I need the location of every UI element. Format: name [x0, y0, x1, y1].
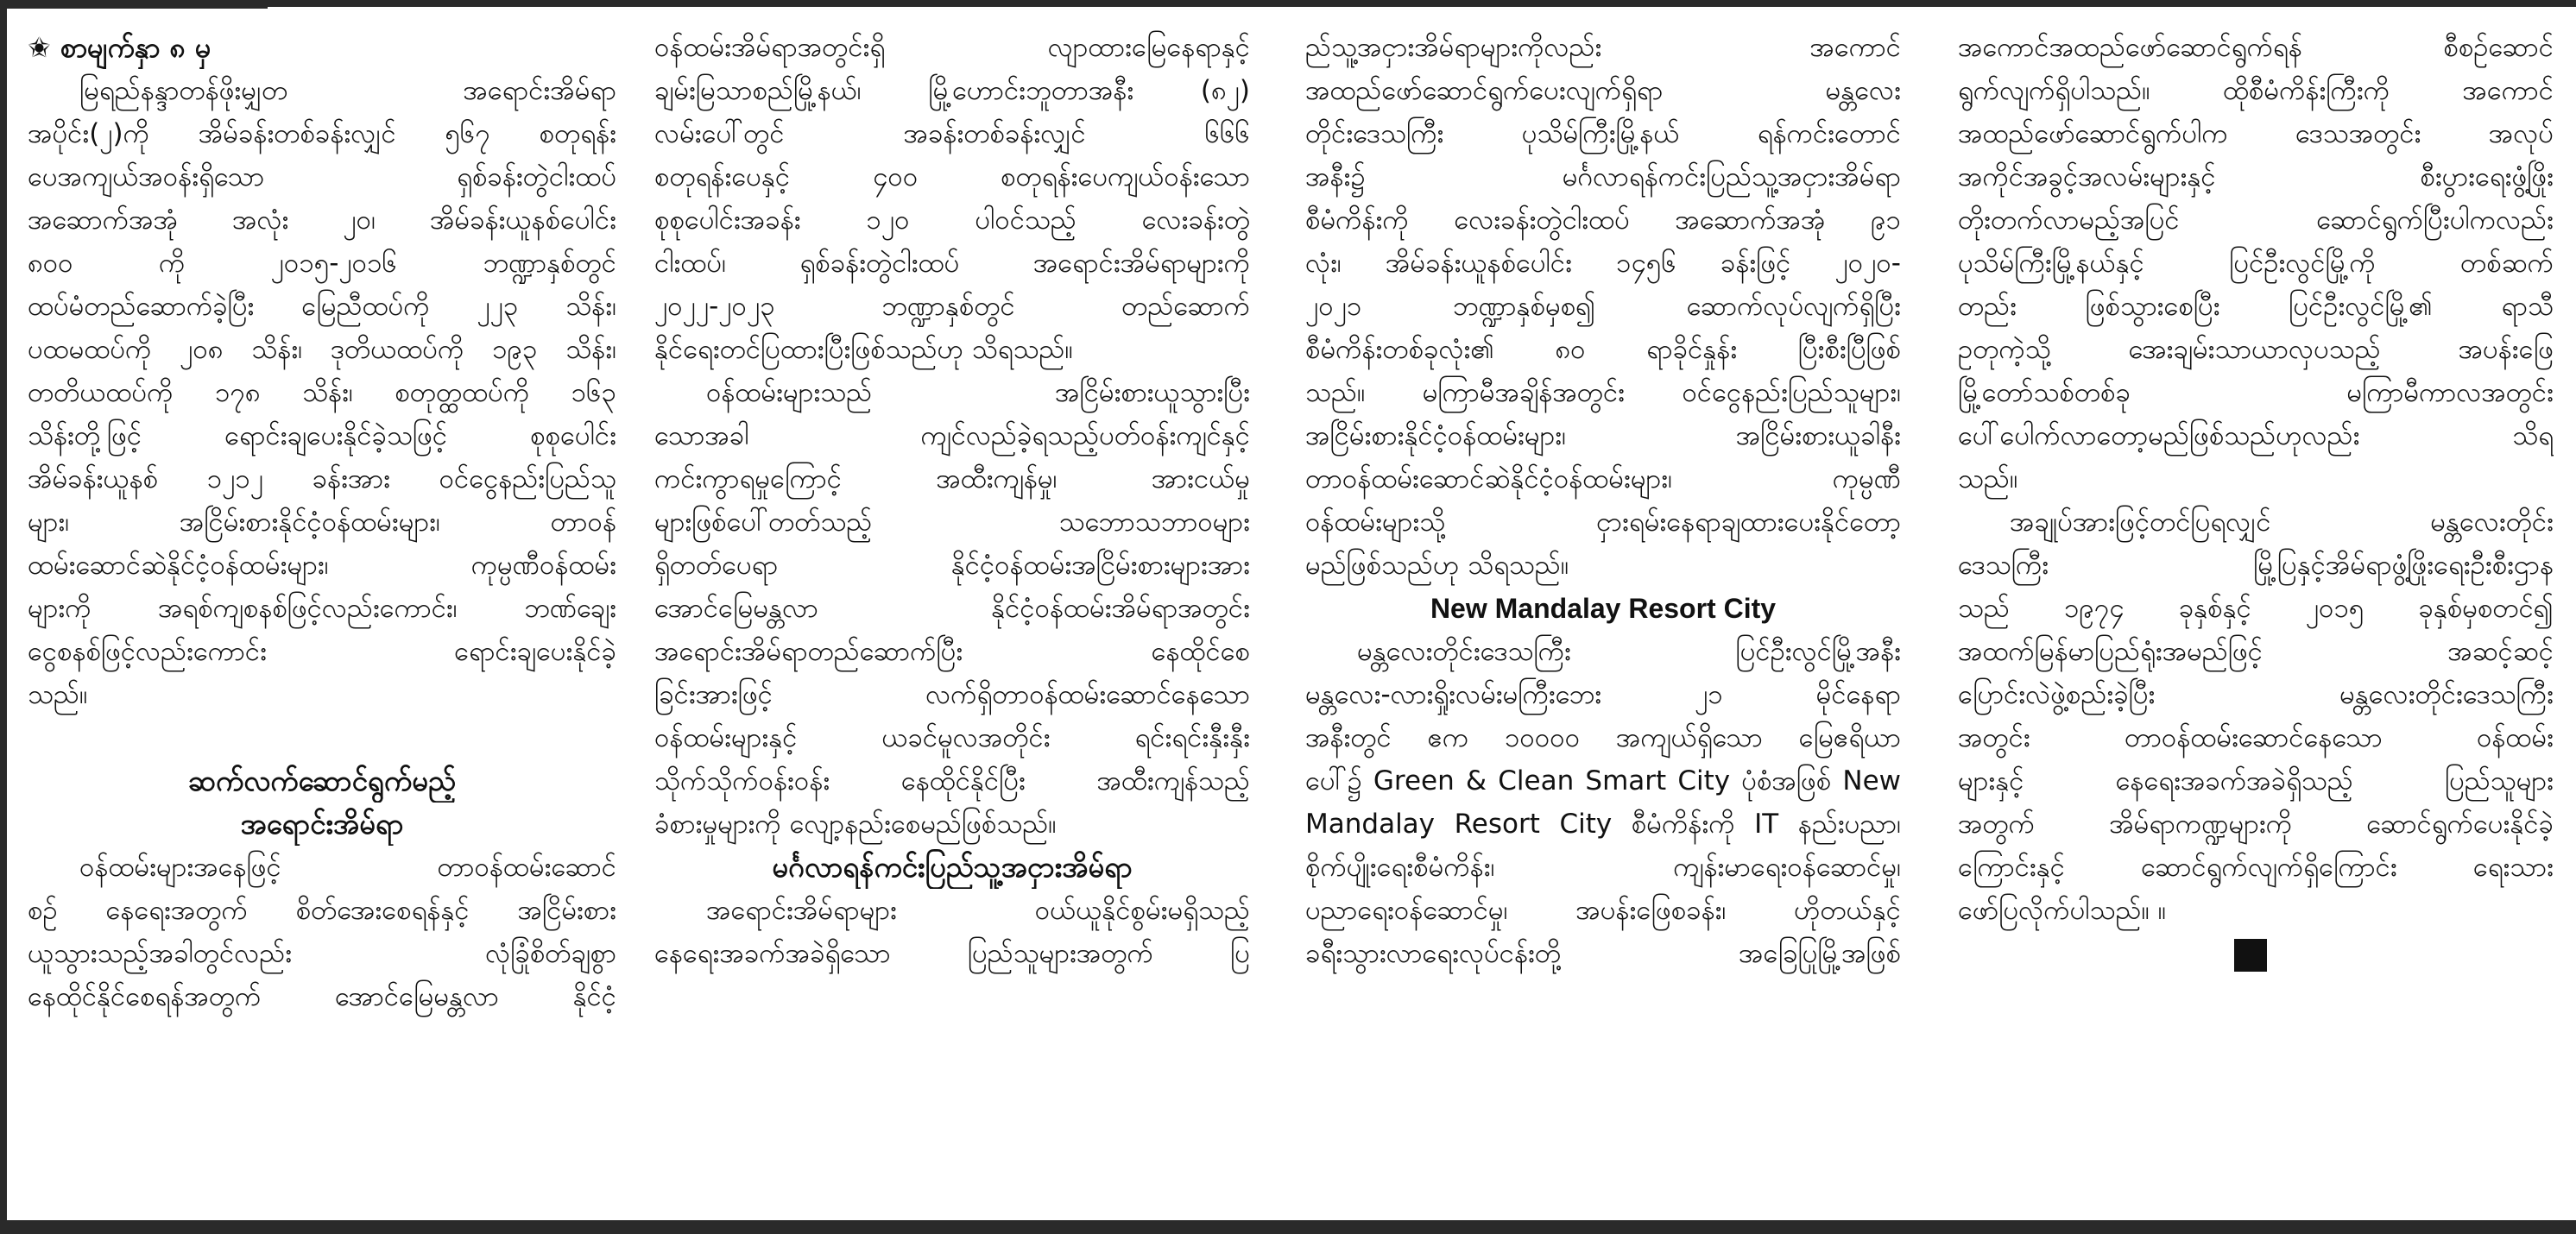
body-line: ဝန်ထမ်းများအနေဖြင့် တာဝန်ထမ်းဆောင်: [79, 852, 616, 883]
article-column-4: [1958, 26, 2554, 1213]
body-line: ကြောင်းနှင့် ဆောင်ရွက်လျက်ရှိကြောင်း ရေးသား: [1958, 852, 2554, 883]
body-line: ငါးထပ်၊ ရှစ်ခန်းတွဲငါးထပ် အရောင်းအိမ်ရာများကို: [654, 248, 1250, 279]
top-rule-thick: [0, 0, 268, 9]
body-line: များ၊ အငြိမ်းစားနိုင်ငံ့ဝန်ထမ်းများ၊ တာဝန်: [28, 507, 616, 538]
body-line: သည်။ မကြာမီအချိန်အတွင်း ဝင်ငွေနည်းပြည်သူများ၊: [1305, 377, 1901, 408]
body-line: လမ်းပေါ်တွင် အခန်းတစ်ခန်းလျှင် ၆၆၆: [654, 118, 1250, 149]
body-line: ဝန်ထမ်းအိမ်ရာအတွင်းရှိ လျာထားမြေနေရာနှင့်: [654, 32, 1250, 63]
body-line: အကိုင်အခွင့်အလမ်းများနှင့် စီးပွားရေးဖွံ့ဖြိုး: [1958, 161, 2554, 192]
body-line: အငြိမ်းစားနိုင်ငံ့ဝန်ထမ်းများ၊ အငြိမ်းစားယူခါနီး: [1305, 420, 1901, 451]
body-line: ဥတုကဲ့သို့ အေးချမ်းသာယာလှပသည့် အပန်းဖြေ: [1958, 334, 2554, 365]
body-line: ခြင်းအားဖြင့် လက်ရှိတာဝန်ထမ်းဆောင်နေသော: [654, 679, 1250, 710]
body-line: နိုင်ရေးတင်ပြထားပြီးဖြစ်သည်ဟု သိရသည်။: [654, 334, 1073, 365]
body-line: ပထမထပ်ကို ၂၀၈ သိန်း၊ ဒုတိယထပ်ကို ၁၉၃ သိန်း၊: [28, 334, 616, 365]
body-line: စီမံကိန်းကို လေးခန်းတွဲငါးထပ် အဆောက်အအုံ ၉၁: [1305, 205, 1901, 236]
body-line: အထည်ဖော်ဆောင်ရွက်ပေးလျက်ရှိရာ မန္တလေး: [1305, 75, 1901, 106]
end-square-icon: [2234, 939, 2267, 972]
body-line: များကို အရစ်ကျစနစ်ဖြင့်လည်းကောင်း၊ ဘဏ်ချေး: [28, 593, 616, 624]
body-line: တိုင်းဒေသကြီး ပုသိမ်ကြီးမြို့နယ် ရန်ကင်းတောင်: [1305, 118, 1901, 149]
body-line: သောအခါ ကျင်လည်ခဲ့ရသည့်ပတ်ဝန်းကျင်နှင့်: [654, 420, 1250, 451]
body-line: ကင်းကွာရမှုကြောင့် အထီးကျန်မှု၊ အားငယ်မှု: [654, 463, 1250, 494]
body-line: သိန်းတို့ဖြင့် ရောင်းချပေးနိုင်ခဲ့သဖြင့် စုစုပေါင်း: [28, 420, 616, 451]
body-line: ပညာရေးဝန်ဆောင်မှု၊ အပန်းဖြေစခန်း၊ ဟိုတယ်နှင့်: [1305, 895, 1901, 926]
body-line: ပြောင်းလဲဖွဲ့စည်းခဲ့ပြီး မန္တလေးတိုင်းဒေသကြီး: [1958, 679, 2554, 710]
body-line: ည်သူ့အငှားအိမ်ရာများကိုလည်း အကောင်: [1305, 32, 1901, 63]
continued-from-byline: ✬ စာမျက်နှာ ၈ မှ: [28, 31, 212, 64]
body-line: ပေအကျယ်အဝန်းရှိသော ရှစ်ခန်းတွဲငါးထပ်: [28, 161, 616, 192]
section-heading: အရောင်းအိမ်ရာ: [240, 807, 404, 841]
body-line: အဆောက်အအုံ အလုံး ၂၀၊ အိမ်ခန်းယူနစ်ပေါင်း: [28, 205, 616, 236]
body-line: အကောင်အထည်ဖော်ဆောင်ရွက်ရန် စီစဉ်ဆောင်: [1958, 32, 2554, 63]
body-line: တာဝန်ထမ်းဆောင်ဆဲနိုင်ငံ့ဝန်ထမ်းများ၊ ကုမ္ပဏီ: [1305, 463, 1901, 494]
body-line: ခံစားမှုများကို လျော့နည်းစေမည်ဖြစ်သည်။: [654, 809, 1057, 840]
body-line: စီမံကိန်းတစ်ခုလုံး၏ ၈၀ ရာခိုင်နှုန်း ပြီးစီးပြီဖြစ်: [1305, 334, 1901, 365]
section-heading: ဆက်လက်ဆောင်ရွက်မည့်: [188, 764, 456, 797]
body-line: အိမ်ခန်းယူနစ် ၁၂၁၂ ခန်းအား ဝင်ငွေနည်းပြည်သူ: [28, 463, 616, 494]
body-line: အောင်မြေမန္တလာ နိုင်ငံ့ဝန်ထမ်းအိမ်ရာအတွင်း: [654, 593, 1250, 624]
body-line: တတိယထပ်ကို ၁၇၈ သိန်း၊ စတုတ္ထထပ်ကို ၁၆၃: [28, 377, 616, 408]
body-line: ဖော်ပြလိုက်ပါသည်။ ။: [1958, 895, 2167, 926]
left-rule: [0, 0, 7, 1234]
body-line: ဝန်ထမ်းများသည် အငြိမ်းစားယူသွားပြီး: [706, 377, 1250, 408]
body-line: ပေါ်ပေါက်လာတော့မည်ဖြစ်သည်ဟုလည်း သိရ: [1958, 420, 2554, 451]
body-line: စဉ် နေရေးအတွက် စိတ်အေးစေရန်နှင့် အငြိမ်းစား: [28, 895, 616, 926]
body-line: များဖြစ်ပေါ်တတ်သည့် သဘောသဘာဝများ: [654, 507, 1250, 538]
body-line: သည်။: [28, 679, 88, 710]
body-line: ဝန်ထမ်းများနှင့် ယခင်မူလအတိုင်း ရင်းရင်းနှီးနှီး: [654, 722, 1250, 753]
body-line: ၂၀၂၂-၂၀၂၃ ဘဏ္ဍာနှစ်တွင် တည်ဆောက်: [654, 291, 1250, 322]
body-line: အပိုင်း(၂)ကို အိမ်ခန်းတစ်ခန်းလျှင် ၅၆၇ စတုရန်း: [28, 118, 616, 149]
body-line: ပေါ်၌ Green & Clean Smart City ပုံစံအဖြစ် New: [1305, 765, 1901, 796]
body-line: ၈၀၀ ကို ၂၀၁၅-၂၀၁၆ ဘဏ္ဍာနှစ်တွင်: [28, 248, 616, 279]
section-heading: မင်္ဂလာရန်ကင်းပြည်သူ့အငှားအိမ်ရာ: [772, 850, 1133, 884]
article-column-1: [28, 26, 616, 1213]
body-line: ခရီးသွားလာရေးလုပ်ငန်းတို့ အခြေပြုမြို့အဖြစ်: [1305, 938, 1901, 969]
body-line: Mandalay Resort City စီမံကိန်းကို IT နည်းပညာ၊: [1305, 809, 1901, 840]
body-line: အရောင်းအိမ်ရာတည်ဆောက်ပြီး နေထိုင်စေ: [654, 636, 1250, 667]
body-line: ထပ်မံတည်ဆောက်ခဲ့ပြီး မြေညီထပ်ကို ၂၂၃ သိန်း၊: [28, 291, 616, 322]
body-line: စိုက်ပျိုးရေးစီမံကိန်း၊ ကျန်းမာရေးဝန်ဆောင်မှု၊: [1305, 852, 1901, 883]
body-line: ၂၀၂၁ ဘဏ္ဍာနှစ်မှစ၍ ဆောက်လုပ်လျက်ရှိပြီး: [1305, 291, 1901, 322]
body-line: အထက်မြန်မာပြည်ရုံးအမည်ဖြင့် အဆင့်ဆင့်: [1958, 636, 2554, 667]
body-line: အထည်ဖော်ဆောင်ရွက်ပါက ဒေသအတွင်း အလုပ်: [1958, 118, 2554, 149]
body-line: မည်ဖြစ်သည်ဟု သိရသည်။: [1305, 550, 1569, 581]
body-line: များနှင့် နေရေးအခက်အခဲရှိသည့် ပြည်သူများ: [1958, 765, 2554, 796]
body-line: သည်။: [1958, 463, 2018, 494]
body-line: မန္တလေး-လားရှိုးလမ်းမကြီးဘေး ၂၁ မိုင်နေရာ: [1305, 679, 1901, 710]
body-line: အနီးတွင် ဧက ၁၀၀၀၀ အကျယ်ရှိသော မြေဧရိယာ: [1305, 722, 1901, 753]
body-line: ထမ်းဆောင်ဆဲနိုင်ငံ့ဝန်ထမ်းများ၊ ကုမ္ပဏီဝန်ထမ်း: [28, 550, 616, 581]
body-line: ဝန်ထမ်းများသို့ ငှားရမ်းနေရာချထားပေးနိုင်တော့: [1305, 507, 1901, 538]
body-line: သည် ၁၉၇၄ ခုနှစ်နှင့် ၂၀၁၅ ခုနှစ်မှစတင်၍: [1958, 593, 2554, 624]
body-line: ဒေသကြီး မြို့ပြနှင့်အိမ်ရာဖွံ့ဖြိုးရေးဦးစီးဌာန: [1958, 550, 2554, 581]
body-line: လုံး၊ အိမ်ခန်းယူနစ်ပေါင်း ၁၄၅၆ ခန်းဖြင့် ၂၀၂၀-: [1305, 248, 1901, 279]
spacer: [28, 716, 616, 759]
article-column-3: [1305, 26, 1901, 1213]
body-line: အရောင်းအိမ်ရာများ ဝယ်ယူနိုင်စွမ်းမရှိသည့်: [706, 895, 1250, 926]
body-line: နေထိုင်နိုင်စေရန်အတွက် အောင်မြေမန္တလာ နိုင်ငံ့: [28, 981, 616, 1012]
bottom-rule: [0, 1220, 2576, 1234]
body-line: စုစုပေါင်းအခန်း ၁၂၀ ပါဝင်သည့် လေးခန်းတွဲ: [654, 205, 1250, 236]
section-heading: New Mandalay Resort City: [1430, 593, 1777, 624]
body-line: ရွက်လျက်ရှိပါသည်။ ထိုစီမံကိန်းကြီးကို အကောင်: [1958, 75, 2554, 106]
body-line: နေရေးအခက်အခဲရှိသော ပြည်သူများအတွက် ပြ: [654, 938, 1250, 969]
body-line: တည်း ဖြစ်သွားစေပြီး ပြင်ဦးလွင်မြို့၏ ရာသီ: [1958, 291, 2554, 322]
article-column-2: [654, 26, 1250, 1213]
body-line: အတွင်း တာဝန်ထမ်းဆောင်နေသော ဝန်ထမ်း: [1958, 722, 2554, 753]
body-line: ရှိတတ်ပေရာ နိုင်ငံ့ဝန်ထမ်းအငြိမ်းစားများအား: [654, 550, 1250, 581]
body-line: အနီး၌ မင်္ဂလာရန်ကင်းပြည်သူ့အငှားအိမ်ရာ: [1305, 161, 1901, 192]
body-line: အတွက် အိမ်ရာကဏ္ဍများကို ဆောင်ရွက်ပေးနိုင်ခဲ့: [1958, 809, 2554, 840]
body-line: စတုရန်းပေနှင့် ၄၀၀ စတုရန်းပေကျယ်ဝန်းသော: [654, 161, 1250, 192]
top-rule: [268, 0, 2576, 7]
end-of-article-mark: [1958, 932, 2554, 975]
body-line: မြို့တော်သစ်တစ်ခု မကြာမီကာလအတွင်း: [1958, 377, 2554, 408]
body-line: မန္တလေးတိုင်းဒေသကြီး ပြင်ဦးလွင်မြို့အနီး: [1357, 636, 1901, 667]
body-line: ငွေစနစ်ဖြင့်လည်းကောင်း ရောင်းချပေးနိုင်ခဲ့: [28, 636, 616, 667]
body-line: မြရည်နန္ဒာတန်ဖိုးမျှတ အရောင်းအိမ်ရာ: [79, 75, 616, 106]
body-line: အချုပ်အားဖြင့်တင်ပြရလျှင် မန္တလေးတိုင်း: [2010, 507, 2554, 538]
body-line: ယူသွားသည့်အခါတွင်လည်း လုံခြုံစိတ်ချစွာ: [28, 938, 616, 969]
body-line: တိုးတက်လာမည့်အပြင် ဆောင်ရွက်ပြီးပါကလည်း: [1958, 205, 2554, 236]
body-line: ပုသိမ်ကြီးမြို့နယ်နှင့် ပြင်ဦးလွင်မြို့ကို တစ်ဆက်: [1958, 248, 2554, 279]
body-line: ချမ်းမြသာစည်မြို့နယ်၊ မြို့ဟောင်းဘူတာအနီး (၈၂): [654, 75, 1250, 106]
body-line: သိုက်သိုက်ဝန်းဝန်း နေထိုင်နိုင်ပြီး အထီးကျန်သည့်: [654, 765, 1250, 796]
